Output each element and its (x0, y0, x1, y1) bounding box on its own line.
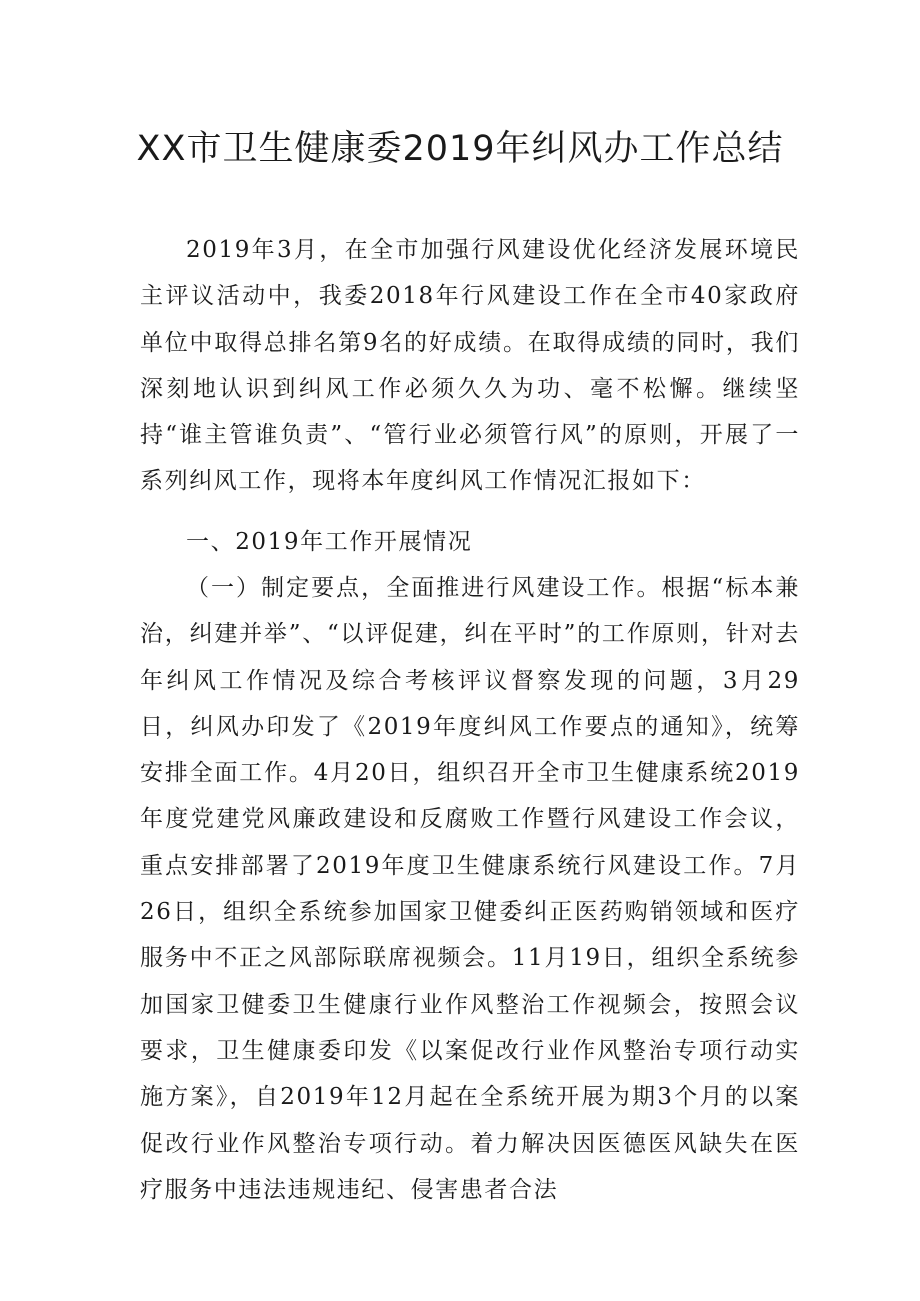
document-title: XX市卫生健康委2019年纠风办工作总结 (136, 129, 784, 169)
section-heading: 一、2019年工作开展情况 (186, 529, 473, 555)
subsection-paragraph: （一）制定要点，全面推进行风建设工作。根据“标本兼治，纠建并举”、“以评促建，纠在平时”的工作原则，针对去年纠风工作情况及综合考核评议督察发现的问题，3月29日，纠风办印发了《2019年度纠风工作要点的通知》，统筹安排全面工作。4月20日，组织召开全市卫生健康系统2019年度党建党风廉政建设和反腐败工作暨行风建设工作会议，重点安排部署了2019年度卫生健康系统行风建设工作。7月26日，组织全系统参加国家卫健委纠正医药购销领域和医疗服务中不正之风部际联席视频会。11月19日，组织全系统参加国家卫健委卫生健康行业作风整治工作视频会，按照会议要求，卫生健康委印发《以案促改行业作风整治专项行动实施方案》，自2019年12月起在全系统开展为期3个月的以案促改行业作风整治专项行动。着力解决因医德医风缺失在医疗服务中违法违规违纪、侵害患者合法 (140, 575, 800, 1203)
intro-paragraph: 2019年3月，在全市加强行风建设优化经济发展环境民主评议活动中，我委2018年行风建设工作在全市40家政府单位中取得总排名第9名的好成绩。在取得成绩的同时，我们深刻地认识到纠风工作必须久久为功、毫不松懈。继续坚持“谁主管谁负责”、“管行业必须管行风”的原则，开展了一系列纠风工作，现将本年度纠风工作情况汇报如下： (140, 237, 800, 495)
